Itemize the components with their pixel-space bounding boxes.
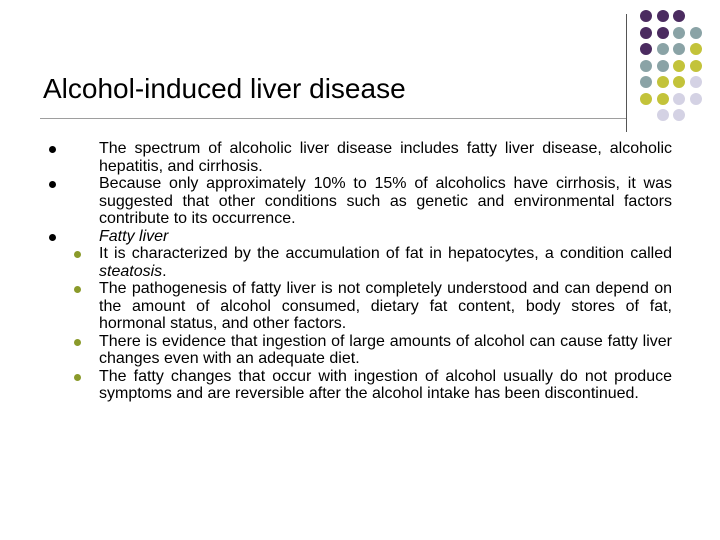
slide-body — [44, 140, 672, 403]
decorative-dot — [640, 43, 652, 55]
sub-bullet-text: The fatty changes that occur with ingestion of alcohol usually do not produce symptoms and are reversible after the alcohol intake has been discontinued. — [99, 367, 672, 402]
bullet-text: Because only approximately 10% to 15% of alcoholics have cirrhosis, it was suggested that other conditions such as genetic and environmental factors contribute to its occurrence. — [99, 175, 672, 227]
decorative-dot — [673, 60, 685, 72]
decorative-dot — [690, 43, 702, 55]
bullet-item — [44, 228, 672, 246]
sub-bullet-icon — [74, 251, 81, 258]
decorative-dot — [657, 10, 669, 22]
decorative-dot — [690, 27, 702, 39]
bullet-icon — [49, 234, 56, 241]
decorative-dot — [640, 27, 652, 39]
sub-bullet-text: It is characterized by the accumulation of fat in hepatocytes, a condition called — [99, 245, 672, 262]
decorative-dot — [657, 60, 669, 72]
sub-bullet-emphasis: steatosis — [99, 262, 163, 280]
decorative-dot — [640, 93, 652, 105]
sub-bullet-icon — [74, 339, 81, 346]
decorative-dot — [640, 10, 652, 22]
decorative-dot — [657, 76, 669, 88]
decorative-dot — [657, 27, 669, 39]
sub-bullet-item — [44, 368, 672, 403]
sub-bullet-text: The pathogenesis of fatty liver is not completely understood and can depend on the amount of alcohol consumed, dietary fat content, body stores of fat, hormonal status, and other factors. — [99, 280, 672, 332]
sub-bullet-text: There is evidence that ingestion of large amounts of alcohol can cause fatty liver changes even with an adequate diet. — [99, 332, 672, 367]
decorative-dot — [657, 109, 669, 121]
vertical-divider — [626, 14, 627, 132]
decorative-dot — [690, 93, 702, 105]
decorative-dot — [673, 93, 685, 105]
sub-bullet-text-end: . — [162, 262, 167, 280]
bullet-text: The spectrum of alcoholic liver disease includes fatty liver disease, alcoholic hepatitis, and cirrhosis. — [99, 140, 672, 175]
sub-bullet-item — [44, 333, 672, 368]
slide-title: Alcohol-induced liver disease — [43, 73, 406, 104]
bullet-item — [44, 175, 672, 228]
decorative-dot — [673, 109, 685, 121]
sub-bullet-item — [44, 280, 672, 333]
title-divider — [40, 118, 626, 119]
decorative-dot-grid — [636, 8, 720, 128]
sub-bullet-icon — [74, 286, 81, 293]
bullet-icon — [49, 181, 56, 188]
decorative-dot — [673, 76, 685, 88]
decorative-dot — [673, 43, 685, 55]
decorative-dot — [673, 27, 685, 39]
decorative-dot — [673, 10, 685, 22]
sub-bullet-item — [44, 245, 672, 280]
decorative-dot — [657, 93, 669, 105]
bullet-text: Fatty liver — [99, 227, 169, 245]
sub-bullet-icon — [74, 374, 81, 381]
bullet-icon — [49, 146, 56, 153]
decorative-dot — [690, 60, 702, 72]
decorative-dot — [657, 43, 669, 55]
decorative-dot — [690, 76, 702, 88]
decorative-dot — [640, 76, 652, 88]
decorative-dot — [640, 60, 652, 72]
bullet-item — [44, 140, 672, 175]
